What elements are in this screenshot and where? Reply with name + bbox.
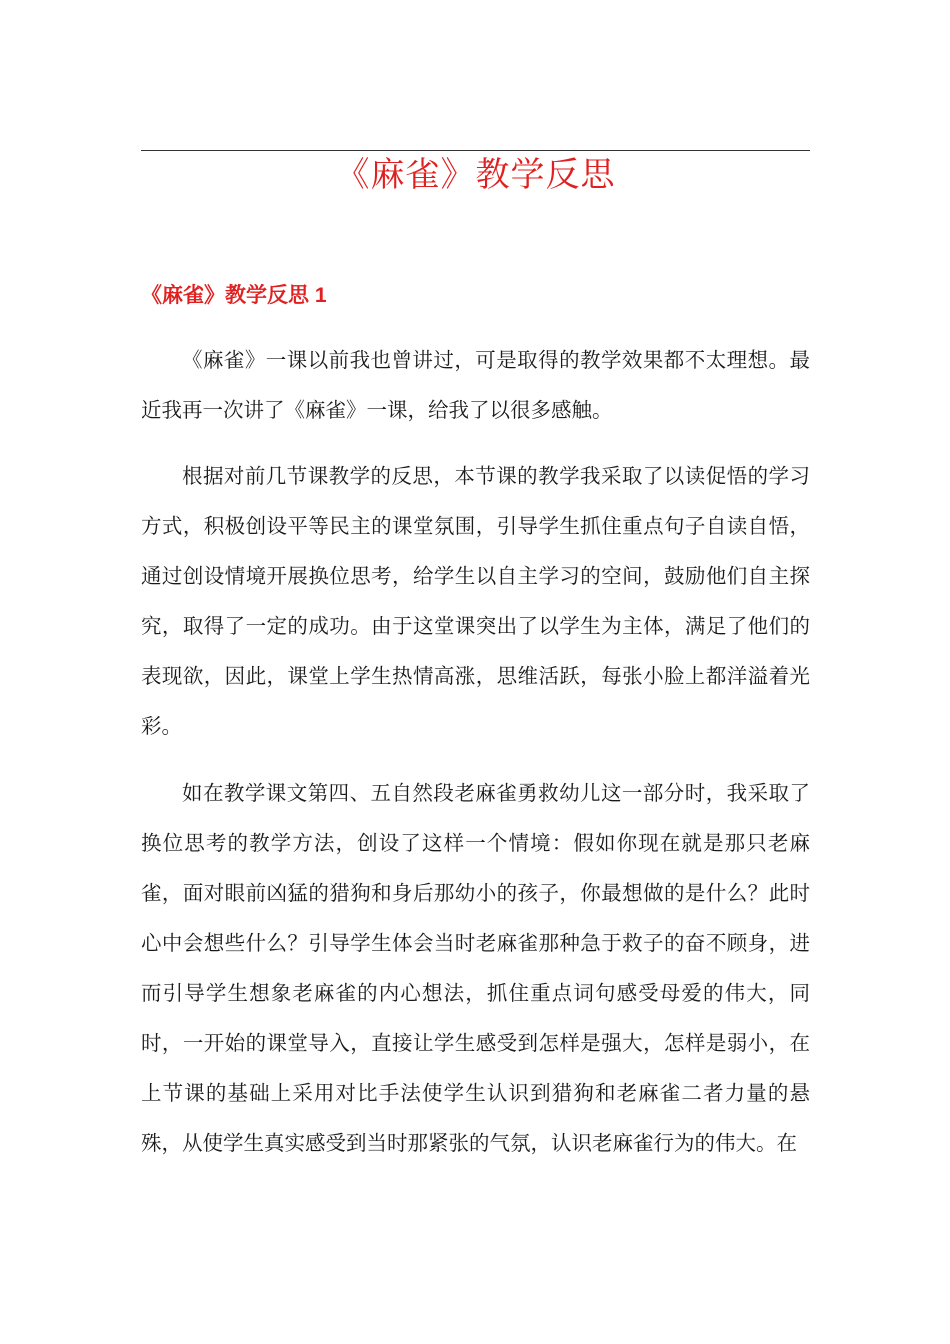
- paragraph-1: 《麻雀》一课以前我也曾讲过，可是取得的教学效果都不太理想。最近我再一次讲了《麻雀》一课，给我了以很多感触。: [141, 348, 810, 422]
- paragraph-2: 根据对前几节课教学的反思，本节课的教学我采取了以读促悟的学习方式，积极创设平等民主的课堂氛围，引导学生抓住重点句子自读自悟，通过创设情境开展换位思考，给学生以自主学习的空间，鼓励他们自主探究，取得了一定的成功。由于这堂课突出了以学生为主体，满足了他们的表现欲，因此，课堂上学生热情高涨，思维活跃，每张小脸上都洋溢着光彩。: [141, 464, 810, 738]
- section-heading: 《麻雀》教学反思 1: [141, 284, 327, 307]
- document-title: 《麻雀》教学反思: [335, 155, 616, 195]
- paragraph-3: 如在教学课文第四、五自然段老麻雀勇救幼儿这一部分时，我采取了换位思考的教学方法，创设了这样一个情境：假如你现在就是那只老麻雀，面对眼前凶猛的猎狗和身后那幼小的孩子，你最想做的是什么？此时心中会想些什么？引导学生体会当时老麻雀那种急于救子的奋不顾身，进而引导学生想象老麻雀的内心想法，抓住重点词句感受母爱的伟大，同时，一开始的课堂导入，直接让学生感受到怎样是强大，怎样是弱小，在上节课的基础上采用对比手法使学生认识到猎狗和老麻雀二者力量的悬殊，从使学生真实感受到当时那紧张的气氛，认识老麻雀行为的伟大。在: [141, 781, 810, 1155]
